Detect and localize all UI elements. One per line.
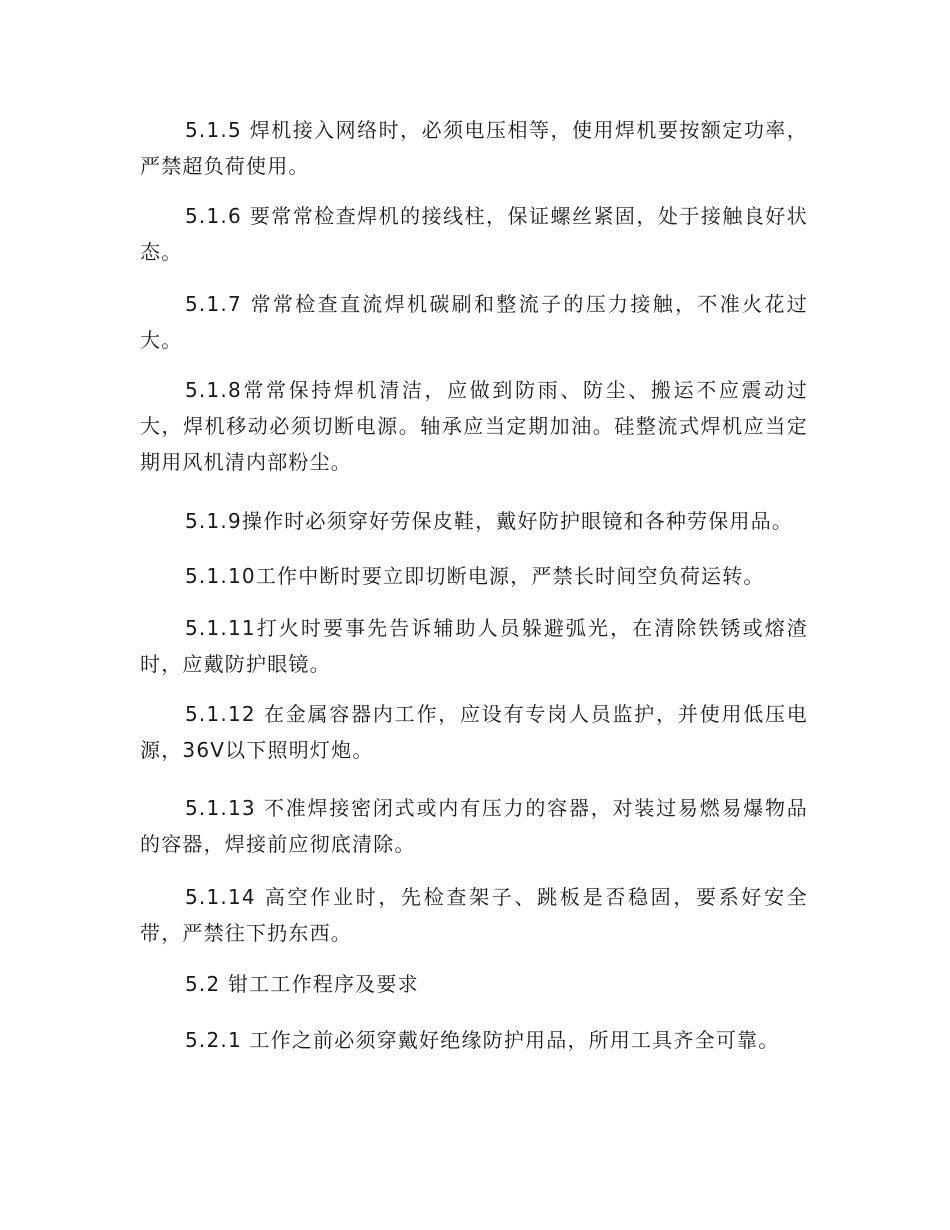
- paragraph-5-1-13: 5.1.13 不准焊接密闭式或内有压力的容器，对装过易燃易爆物品的容器，焊接前应彻底清除。: [140, 796, 808, 856]
- paragraph-5-2-1: 5.2.1 工作之前必须穿戴好绝缘防护用品，所用工具齐全可靠。: [185, 1028, 780, 1052]
- section-heading-5-2: 5.2 钳工工作程序及要求: [185, 972, 419, 996]
- paragraph-5-1-10: 5.1.10工作中断时要立即切断电源，严禁长时间空负荷运转。: [185, 564, 765, 588]
- paragraph-5-1-8: 5.1.8常常保持焊机清洁，应做到防雨、防尘、搬运不应震动过大，焊机移动必须切断电源。轴承应当定期加油。硅整流式焊机应当定期用风机清内部粉尘。: [140, 378, 808, 474]
- paragraph-5-1-12: 5.1.12 在金属容器内工作，应设有专岗人员监护，并使用低压电源，36V以下照明灯炮。: [140, 702, 808, 762]
- paragraph-5-1-11: 5.1.11打火时要事先告诉辅助人员躲避弧光，在清除铁锈或熔渣时，应戴防护眼镜。: [140, 616, 808, 676]
- paragraph-5-1-6: 5.1.6 要常常检查焊机的接线柱，保证螺丝紧固，处于接触良好状态。: [140, 204, 808, 264]
- paragraph-5-1-14: 5.1.14 高空作业时，先检查架子、跳板是否稳固，要系好安全带，严禁往下扔东西。: [140, 885, 808, 945]
- paragraph-5-1-5: 5.1.5 焊机接入网络时，必须电压相等，使用焊机要按额定功率，严禁超负荷使用。: [140, 118, 808, 178]
- paragraph-5-1-9: 5.1.9操作时必须穿好劳保皮鞋，戴好防护眼镜和各种劳保用品。: [185, 509, 794, 533]
- paragraph-5-1-7: 5.1.7 常常检查直流焊机碳刷和整流子的压力接触，不准火花过大。: [140, 292, 808, 352]
